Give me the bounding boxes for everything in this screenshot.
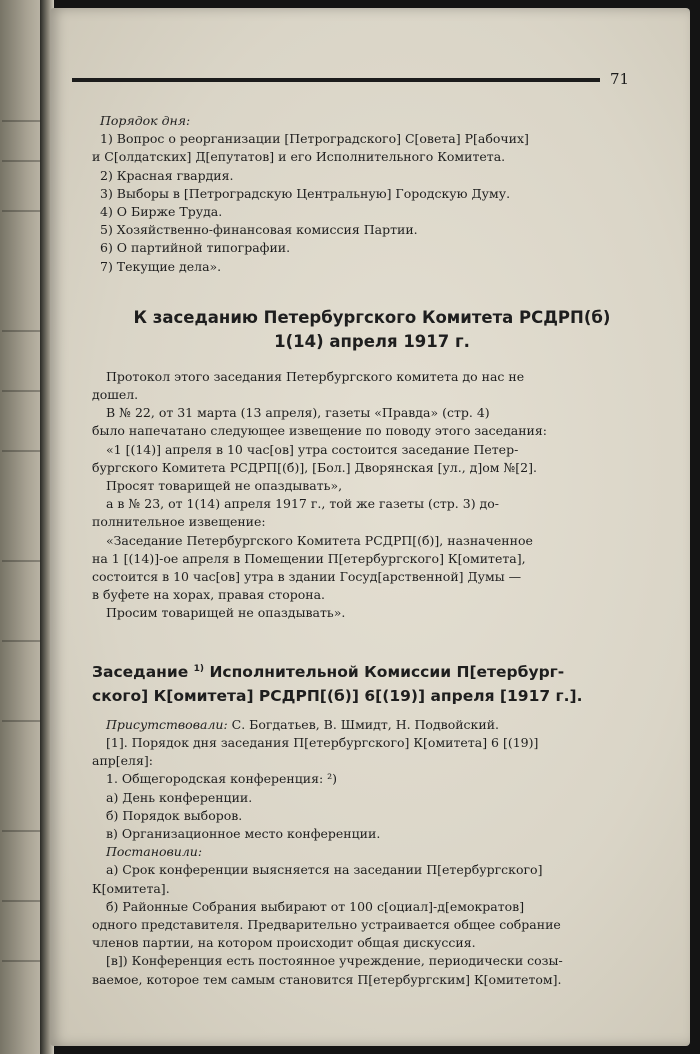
paragraph-line: б) Порядок выборов. bbox=[106, 807, 243, 823]
paragraph-line: в) Организационное место конференции. bbox=[106, 826, 381, 842]
section-heading-line: К заседанию Петербургского Комитета РСДРП(б) bbox=[133, 307, 611, 327]
paragraph-line: «Заседание Петербургского Комитета РСДРП[(б)], назначенное bbox=[106, 532, 533, 548]
book-page bbox=[50, 8, 690, 1046]
agenda-item: 1) Вопрос о реорганизации [Петроградского] С[овета] Р[абочих] bbox=[100, 131, 529, 147]
paragraph-line: Просят товарищей не опаздывать», bbox=[106, 478, 343, 494]
agenda-item: 5) Хозяйственно-финансовая комиссия Партии. bbox=[100, 222, 418, 238]
paragraph-line: апр[еля]: bbox=[92, 753, 153, 769]
page-content bbox=[92, 112, 652, 989]
attendees-line bbox=[92, 716, 652, 734]
page-number: 71 bbox=[610, 70, 630, 88]
agenda-title: Порядок дня: bbox=[100, 113, 191, 128]
paragraph-line: В № 22, от 31 марта (13 апреля), газеты «Правда» (стр. 4) bbox=[106, 405, 490, 421]
paragraph-line: бургского Комитета РСДРП[(б)], [Бол.] Дворянская [ул., д]ом №[2]. bbox=[92, 459, 537, 475]
paragraph-line: членов партии, на котором происходит общая дискуссия. bbox=[92, 935, 476, 951]
section-heading bbox=[92, 657, 652, 708]
section-heading-line: 1(14) апреля 1917 г. bbox=[274, 331, 470, 351]
agenda-item: и С[олдатских] Д[епутатов] и его Исполнительного Комитета. bbox=[92, 149, 506, 165]
paragraph-line: б) Районные Собрания выбирают от 100 с[оциал]-д[емократов] bbox=[106, 898, 525, 914]
section-heading-text: Заседание bbox=[92, 662, 189, 681]
paragraph-line: а в № 23, от 1(14) апреля 1917 г., той же газеты (стр. 3) до- bbox=[106, 496, 499, 512]
section-heading-text: Исполнительной Комиссии П[етербург- bbox=[209, 662, 565, 681]
paragraph-line: Протокол этого заседания Петербургского комитета до нас не bbox=[106, 368, 525, 384]
paragraph-line: [1]. Порядок дня заседания П[етербургского] К[омитета] 6 [(19)] bbox=[106, 735, 539, 751]
paragraph-line: полнительное извещение: bbox=[92, 514, 266, 530]
paragraph-line: на 1 [(14)]-ое апреля в Помещении П[етербургского] К[омитета], bbox=[92, 550, 526, 566]
paragraph-line: ваемое, которое тем самым становится П[етербургским] К[омитетом]. bbox=[92, 971, 562, 987]
agenda-item: 2) Красная гвардия. bbox=[100, 167, 234, 183]
section-heading-line bbox=[92, 657, 652, 684]
agenda-item: 6) О партийной типографии. bbox=[100, 240, 291, 256]
resolved-label: Постановили: bbox=[106, 844, 203, 860]
paragraph-line: состоится в 10 час[ов] утра в здании Госуд[арственной] Думы — bbox=[92, 569, 522, 585]
header-rule bbox=[72, 78, 600, 82]
paragraph-line: в буфете на хорах, правая сторона. bbox=[92, 587, 326, 603]
footnote-reference: 1) bbox=[193, 663, 205, 674]
attendees-label: Присутствовали: bbox=[106, 716, 228, 732]
agenda-item: 7) Текущие дела». bbox=[100, 258, 222, 274]
paragraph-line: а) Срок конференции выясняется на заседании П[етербургского] bbox=[106, 862, 543, 878]
paragraph-line: «1 [(14)] апреля в 10 час[ов] утра состоится заседание Петер- bbox=[106, 441, 519, 457]
paragraph-line: [в]) Конференция есть постоянное учреждение, периодически созы- bbox=[106, 953, 563, 969]
paragraph-line: 1. Общегородская конференция: ²) bbox=[106, 771, 338, 787]
paragraph-line: одного представителя. Предварительно устраивается общее собрание bbox=[92, 917, 561, 933]
agenda-item: 3) Выборы в [Петроградскую Центральную] Городскую Думу. bbox=[100, 185, 511, 201]
section-heading bbox=[92, 306, 652, 354]
paragraph-line: К[омитета]. bbox=[92, 880, 170, 896]
paragraph-line: дошел. bbox=[92, 387, 139, 403]
attendees-names: С. Богдатьев, В. Шмидт, Н. Подвойский. bbox=[231, 716, 500, 732]
paragraph-line: Просим товарищей не опаздывать». bbox=[106, 605, 346, 621]
agenda-item: 4) О Бирже Труда. bbox=[100, 204, 223, 220]
paragraph-line: было напечатано следующее извещение по поводу этого заседания: bbox=[92, 423, 547, 439]
section-heading-line: ского] К[омитета] РСДРП[(б)] 6[(19)] апреля [1917 г.]. bbox=[92, 686, 583, 705]
paragraph-line: а) День конференции. bbox=[106, 789, 253, 805]
